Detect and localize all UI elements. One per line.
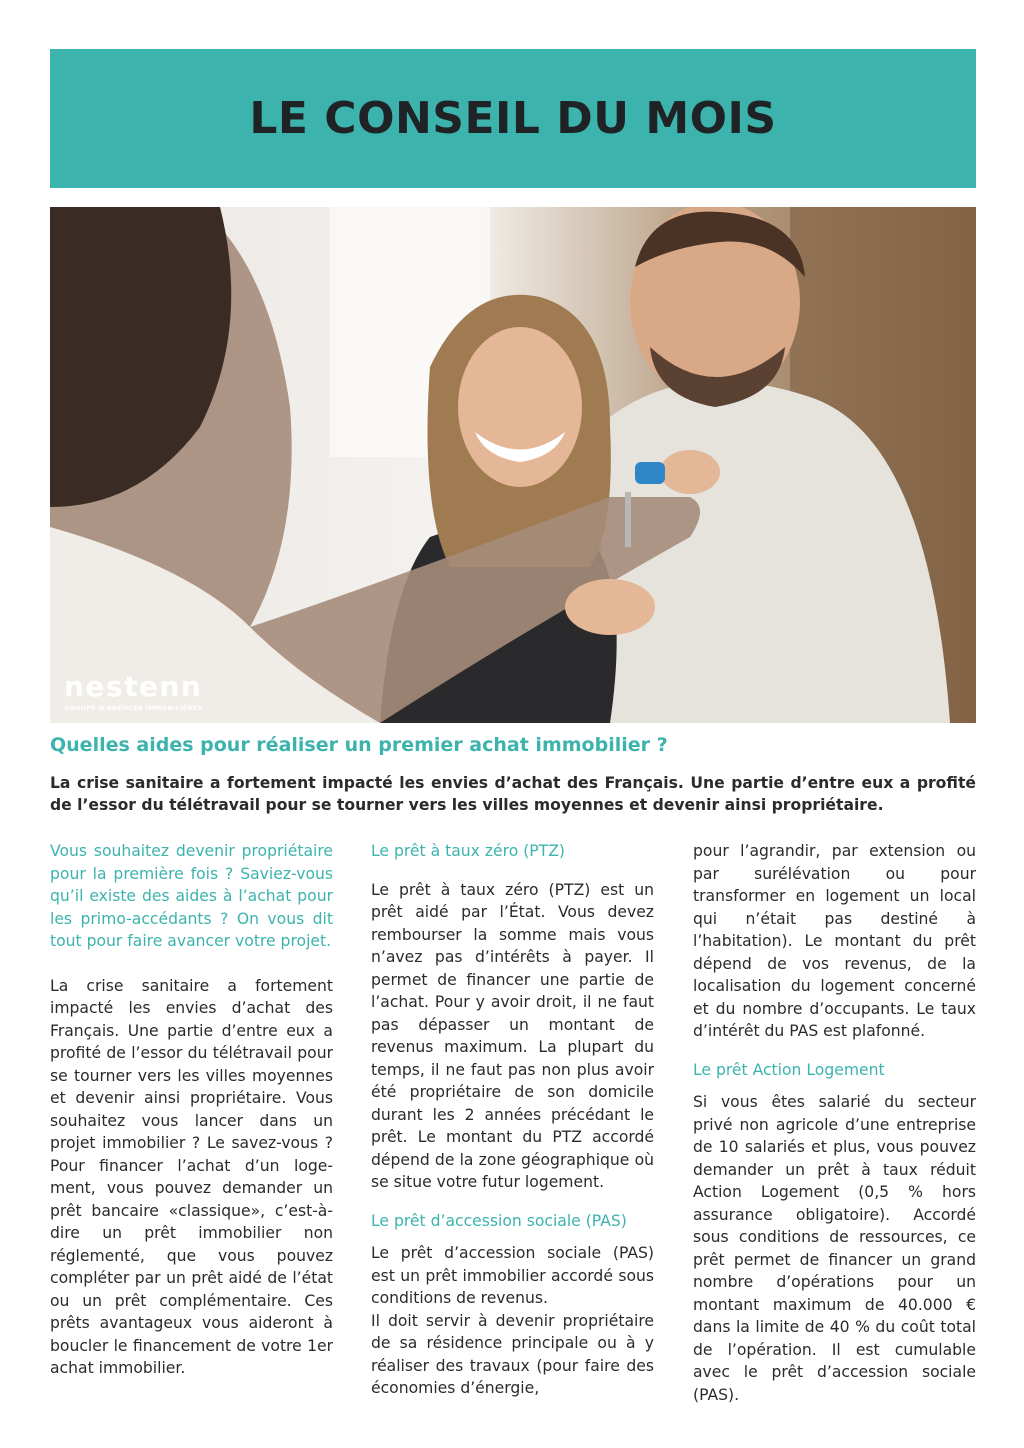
logo-tagline: GROUPE D'AGENCES IMMOBILIÈRES bbox=[64, 704, 203, 712]
pas-paragraph-2: Il doit servir à devenir propriétaire de sa résidence principale ou à y réaliser des travaux (pour faire des économies d’énergie, bbox=[371, 1311, 654, 1397]
header-banner bbox=[50, 49, 976, 188]
logo-brand: nestenn bbox=[64, 670, 203, 703]
intro-paragraph: Vous souhaitez devenir propriétaire pour la première fois ? Saviez-vous qu’il existe des aides à l’achat pour les primo-accédants ? On vous dit tout pour faire avancer votre projet. bbox=[50, 842, 333, 950]
body-paragraph: La crise sanitaire a fortement impacté les envies d’achat des Français. Une partie d’entre eux a profité de l’essor du télétravail pour se tourner vers les villes moyennes et devenir ainsi propriétaire. Vous souhaitez vous lancer dans un projet immobilier ? Le savez-vous ? Pour financer l’achat d’un loge-ment, vous pouvez demander un prêt bancaire «classique», c’est-à-dire un prêt immobilier non réglementé, que vous pouvez compléter par un prêt aidé de l’état ou un prêt complémentaire. Ces prêts avantageux vous aideront à boucler le financement de votre 1er achat immobilier. bbox=[50, 976, 333, 1377]
ptz-heading: Le prêt à taux zéro (PTZ) bbox=[371, 842, 565, 860]
column-1 bbox=[50, 840, 333, 1380]
nestenn-logo bbox=[64, 672, 202, 712]
pas-paragraph-continued: pour l’agrandir, par extension ou par surélévation ou pour transformer en logement un local qui n’était pas destiné à l’habitation). Le montant du prêt dépend de vos revenus, de la localisation du logement concerné et du nombre d’occupants. Le taux d’intérêt du PAS est plafonné. bbox=[693, 842, 976, 1040]
pas-paragraph-1: Le prêt d’accession sociale (PAS) est un prêt immobilier accordé sous conditions de revenus. bbox=[371, 1244, 654, 1307]
ptz-paragraph: Le prêt à taux zéro (PTZ) est un prêt aidé par l’État. Vous devez rembourser la somme mais vous n’avez pas d’intérêts à payer. Il permet de financer une partie de l’achat. Pour y avoir droit, il ne faut pas dépasser un montant de revenus maximum. La plupart du temps, il ne faut pas non plus avoir été propriétaire de son domicile durant les 2 années précédant le prêt. Le montant du PTZ accordé dépend de la zone géographique où se situe votre futur logement. bbox=[371, 880, 654, 1191]
page-title: LE CONSEIL DU MOIS bbox=[249, 93, 777, 144]
action-logement-paragraph: Si vous êtes salarié du secteur privé non agricole d’une entreprise de 10 salariés et plus, vous pouvez demander un prêt à taux réduit Action Logement (0,5 % hors assurance obligatoire). Accordé sous conditions de ressources, ce prêt permet de financer un grand nombre d’opérations pour un montant maximum de 40.000 € dans la limite de 40 % du coût total de l’opération. Il est cumulable avec le prêt d’accession sociale (PAS). bbox=[693, 1093, 976, 1404]
article-lede: La crise sanitaire a fortement impacté les envies d’achat des Français. Une partie d’entre eux a profité de l’essor du télétravail pour se tourner vers les villes moyennes et devenir ainsi propriétaire. bbox=[50, 774, 976, 814]
column-3 bbox=[693, 840, 976, 1406]
photo-illustration bbox=[50, 207, 976, 723]
article-headline: Quelles aides pour réaliser un premier achat immobilier ? bbox=[50, 734, 668, 756]
pas-heading: Le prêt d’accession sociale (PAS) bbox=[371, 1211, 627, 1230]
column-2 bbox=[371, 840, 654, 1400]
hero-photo bbox=[50, 207, 976, 723]
action-logement-heading: Le prêt Action Logement bbox=[693, 1060, 885, 1079]
